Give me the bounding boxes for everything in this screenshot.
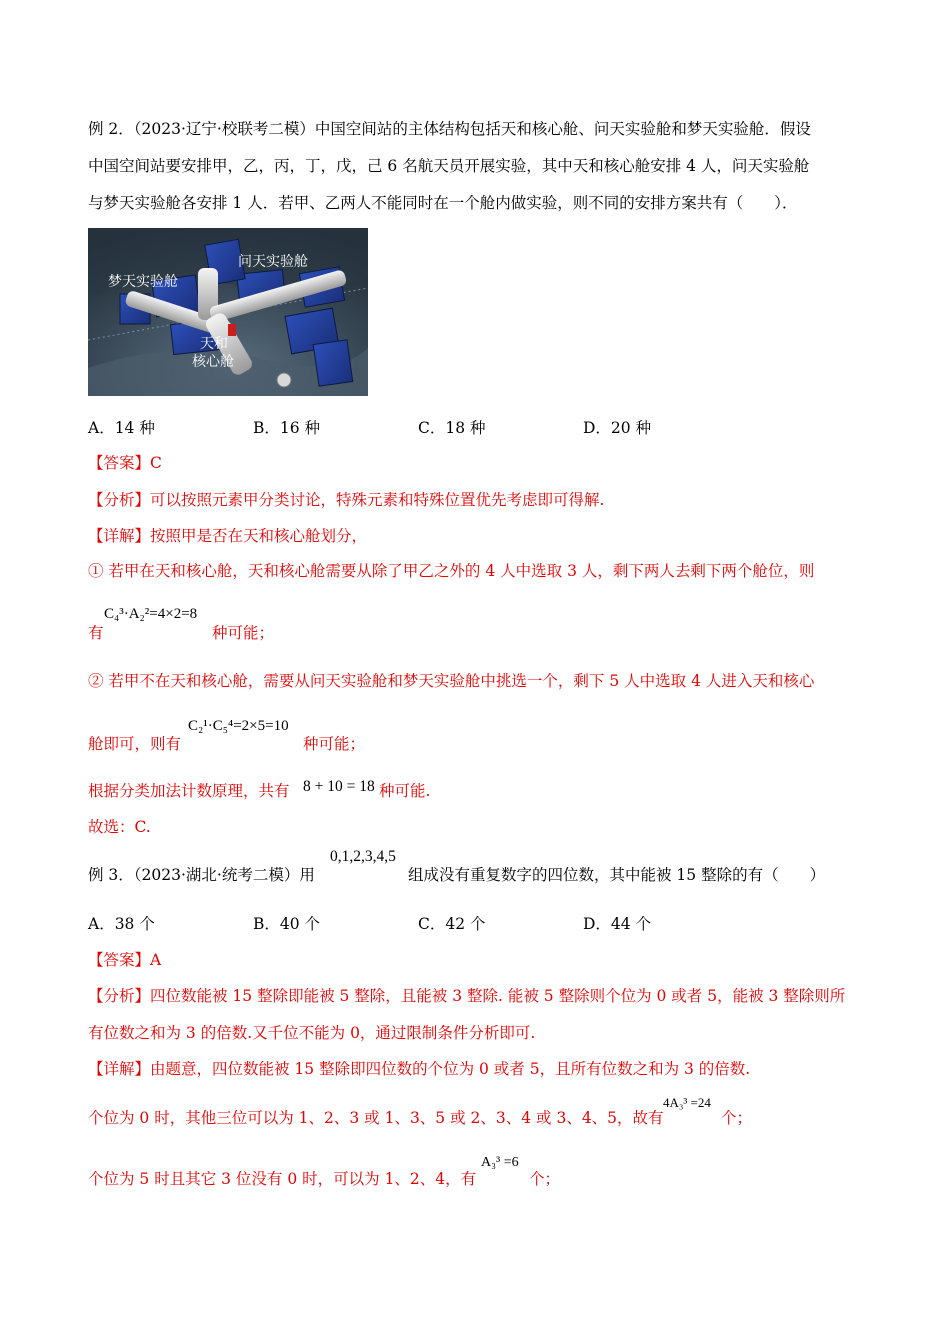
ex3-choice-a: A．38 个: [88, 915, 155, 933]
ex2-detail: 【详解】按照甲是否在天和核心舱划分，: [88, 527, 368, 545]
ex3-choice-d: D．44 个: [583, 915, 652, 933]
ex3-analysis-2: 有位数之和为 3 的倍数.又千位不能为 0，通过限制条件分析即可.: [88, 1024, 536, 1042]
label-tianhe-2: 核心舱: [192, 353, 234, 369]
ex3-case1-pre: 个位为 0 时，其他三位可以为 1、2、3 或 1、3、5 或 2、3、4 或 3、4、5，故有: [88, 1109, 664, 1127]
ex2-choice-a: A．14 种: [88, 419, 155, 437]
space-station-figure: [88, 228, 368, 396]
ex3-case2-formula: A₃³ =6: [481, 1155, 519, 1170]
ex2-case1: ① 若甲在天和核心舱，天和核心舱需要从除了甲乙之外的 4 人中选取 3 人，剩下两人去剩下两个舱位，则: [88, 562, 815, 580]
ex3-question-pre: 例 3．（2023·湖北·统考二模）用: [88, 866, 315, 884]
ex3-case2-pre: 个位为 5 时且其它 3 位没有 0 时，可以为 1、2、4，有: [88, 1170, 477, 1188]
ex3-case1-formula: 4A₃³ =24: [663, 1095, 711, 1110]
ex2-question-line-3: 与梦天实验舱各安排 1 人．若甲、乙两人不能同时在一个舱内做实验，则不同的安排方案共有（ ）．: [88, 194, 798, 212]
ex3-question-post: 组成没有重复数字的四位数，其中能被 15 整除的有（ ）: [408, 866, 826, 884]
ex2-sum-post: 种可能.: [379, 782, 431, 800]
ex2-question-line-2: 中国空间站要安排甲，乙，丙，丁，戊，己 6 名航天员开展实验，其中天和核心舱安排 4 人，问天实验舱: [88, 157, 810, 175]
ex2-case2-pre: 舱即可，则有: [88, 735, 182, 753]
ex2-choice-d: D．20 种: [583, 419, 652, 437]
ex2-answer: 【答案】C: [88, 454, 162, 472]
label-wentian: 问天实验舱: [238, 253, 308, 269]
ex2-conclusion: 故选：C.: [88, 818, 151, 836]
ex3-digits: 0,1,2,3,4,5: [330, 848, 396, 865]
ex2-case2: ② 若甲不在天和核心舱，需要从问天实验舱和梦天实验舱中挑选一个，剩下 5 人中选取 4 人进入天和核心: [88, 672, 815, 690]
ex2-sum-formula: 8 + 10 = 18: [303, 778, 375, 795]
ex2-sum-pre: 根据分类加法计数原理，共有: [88, 782, 290, 800]
ex3-answer: 【答案】A: [88, 951, 162, 969]
ex3-choice-b: B．40 个: [253, 915, 321, 933]
ex2-case1-post: 种可能；: [212, 624, 275, 642]
ex2-analysis: 【分析】可以按照元素甲分类讨论，特殊元素和特殊位置优先考虑即可得解.: [88, 491, 605, 509]
ex2-case1-pre: 有: [88, 624, 104, 642]
ex3-detail: 【详解】由题意，四位数能被 15 整除即四位数的个位为 0 或者 5，且所有位数之和为 3 的倍数.: [88, 1060, 751, 1078]
ex3-analysis-1: 【分析】四位数能被 15 整除即能被 5 整除，且能被 3 整除. 能被 5 整除则个位为 0 或者 5，能被 3 整除则所: [88, 987, 846, 1005]
ex2-choice-c: C．18 种: [418, 419, 486, 437]
ex3-choice-c: C．42 个: [418, 915, 486, 933]
ex3-case1-post: 个；: [721, 1109, 753, 1127]
ex2-question-line-1: 例 2．（2023·辽宁·校联考二模）中国空间站的主体结构包括天和核心舱、问天实验舱和梦天实验舱．假设: [88, 120, 811, 138]
ex2-case2-formula: C₂¹·C₅⁴=2×5=10: [188, 718, 289, 734]
ex2-case1-formula: C₄³·A₂²=4×2=8: [104, 606, 198, 622]
ex2-case2-post: 种可能；: [303, 735, 366, 753]
label-mengtian: 梦天实验舱: [108, 273, 178, 289]
ex3-case2-post: 个；: [529, 1170, 561, 1188]
label-tianhe-1: 天和: [200, 335, 228, 351]
space-station-illustration: [88, 228, 368, 396]
ex2-choice-b: B．16 种: [253, 419, 321, 437]
